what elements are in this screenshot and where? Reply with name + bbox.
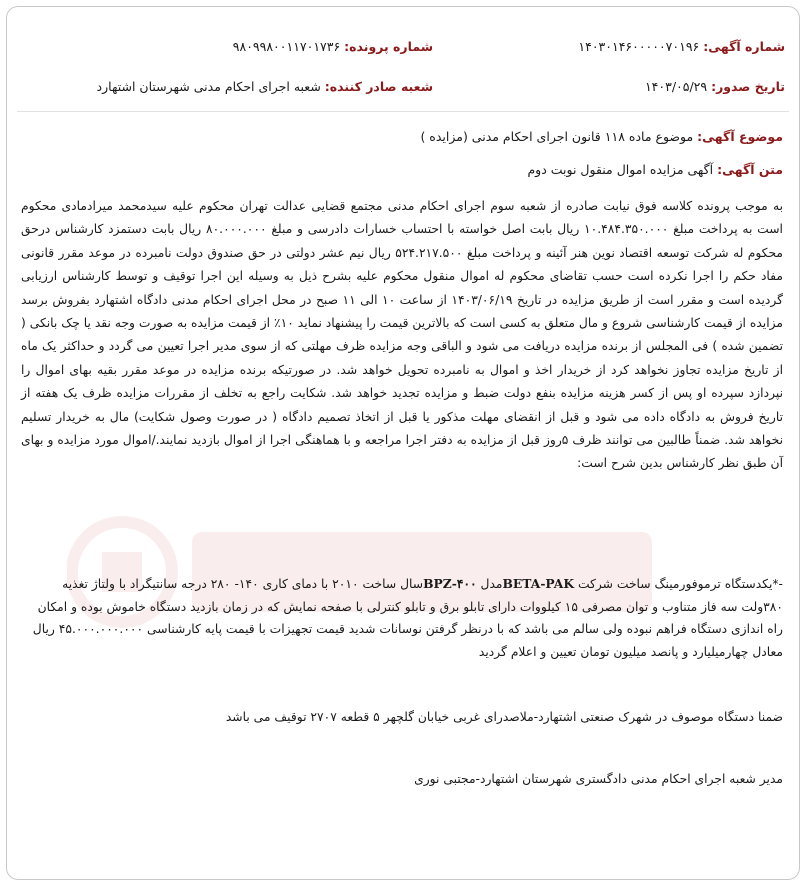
location-note: ضمنا دستگاه موصوف در شهرک صنعتی اشتهارد-ملاصدرای غربی خیابان گلچهر ۵ قطعه ۲۷۰۷ توقیف می باشد xyxy=(225,710,783,724)
ad-number-label: شماره آگهی: xyxy=(703,39,785,54)
item-model: BPZ-۴۰۰ xyxy=(423,576,477,591)
case-number-value: ۹۸۰۹۹۸۰۰۱۱۷۰۱۷۳۶ xyxy=(232,39,341,54)
ad-number xyxy=(578,39,785,54)
case-number-label: شماره پرونده: xyxy=(344,39,433,54)
subject-row xyxy=(420,129,783,144)
case-number xyxy=(233,39,433,54)
issuer xyxy=(97,79,433,94)
signature: مدیر شعبه اجرای احکام مدنی دادگستری شهرستان اشتهارد-مجتبی نوری xyxy=(414,772,783,786)
issue-date-label: تاریخ صدور: xyxy=(711,79,785,94)
subject-value: موضوع ماده ۱۱۸ قانون اجرای احکام مدنی (مزایده ) xyxy=(420,129,694,144)
ad-number-value: ۱۴۰۳۰۱۴۶۰۰۰۰۰۷۰۱۹۶ xyxy=(578,39,700,54)
issue-date-value: ۱۴۰۳/۰۵/۲۹ xyxy=(644,79,708,94)
issuer-label: شعبه صادر کننده: xyxy=(324,79,433,94)
item-model-label: مدل xyxy=(480,577,503,591)
subject-label: موضوع آگهی: xyxy=(697,129,783,144)
item-details: سال ساخت ۲۰۱۰ با دمای کاری ۱۴۰- ۲۸۰ درجه سانتیگراد با ولتاژ تغذیه ۳۸۰ولت سه فاز متناوب و توان مصرفی ۱۵ کیلووات دارای تابلو برق و تابلو کنترلی با صفحه نمایش که در زمان بازدید دستگاه خاموش بوده و امکان راه اندازی دستگاه فراهم نبوده ولی سالم می باشد که با درنظر گرفتن نوسانات شدید قیمت تجهیزات با قیمت پایه کارشناسی ۴۵.۰۰۰.۰۰۰.۰۰۰ ریال معادل چهارمیلیارد و پانصد میلیون تومان تعیین و اعلام گردید xyxy=(32,577,783,659)
auction-item xyxy=(21,573,783,663)
ad-text-row xyxy=(527,162,783,177)
issuer-value: شعبه اجرای احکام مدنی شهرستان اشتهارد xyxy=(96,79,321,94)
item-prefix: -*یکدستگاه ترموفورمینگ ساخت شرکت xyxy=(577,577,783,591)
notice-body xyxy=(21,195,783,476)
notice-body-paragraph: به موجب پرونده کلاسه فوق نیابت صادره از شعبه سوم اجرای احکام مدنی مجتمع قضایی عدالت تهران محکوم علیه سیدمحمد میرادمادی محکوم است به پرداخت مبلغ ۱۰.۴۸۴.۳۵۰.۰۰۰ ریال بابت اصل خواسته با احتساب خسارات دادرسی و مبلغ ۸۰.۰۰۰.۰۰۰ ریال بابت دستمزد کارشناس درحق محکوم له شرکت توسعه اقتصاد نوین هنر آئینه و پرداخت مبلغ ۵۲۴.۲۱۷.۵۰۰ ریال نیم عشر دولتی در حق صندوق دولت نامبرده در موعد مقرر قانونی مفاد حکم را اجرا نکرده است حسب تقاضای محکوم له اموال منقول محکوم علیه بشرح ذیل به وسیله این اجرا توقیف و توسط کارشناس ارزیابی گردیده است و مقرر است از طریق مزایده در تاریخ ۱۴۰۳/۰۶/۱۹ از ساعت ۱۰ الی ۱۱ صبح در محل اجرای احکام مدنی دادگاه اشتهارد بفروش برسد مزایده از قیمت کارشناسی شروع و مال متعلق به کسی است که بالاترین قیمت را پیشنهاد نماید ۱۰٪ از قیمت مزایده به صورت وجه نقد یا چک بانکی ( تضمین شده ) فی المجلس از برنده مزایده دریافت می شود و الباقی وجه مزایده ظرف مهلتی که از سوی مدیر اجرا تعیین می گردد و حداکثر یک ماه از تاریخ مزایده تجاوز نخواهد کرد از خریدار اخذ و اموال به نامبرده تحویل خواهد شد. در صورتیکه برنده مزایده در موعد مقرر بقیه بهای اموال را نپردازد سپرده او پس از کسر هزینه مزایده بنفع دولت ضبط و مزایده تجدید خواهد شد. شکایت راجع به تخلف از مقررات مزایده ظرف یک هفته از تاریخ فروش به دادگاه داده می شود و قبل از انقضای مهلت مذکور یا قبل از اتخاذ تصمیم دادگاه ( در صورت وصول شکایت) مال به خریدار تسلیم نخواهد شد. ضمناً طالبین می توانند ظرف ۵روز قبل از مزایده به دفتر اجرا مراجعه و با هماهنگی اجرا از اموال بازدید نمایند./اموال مورد مزایده و بهای آن طبق نظر کارشناس بدین شرح است: xyxy=(21,199,783,471)
ad-text-label: متن آگهی: xyxy=(717,162,783,177)
notice-card xyxy=(6,6,800,880)
ad-text-value: آگهی مزایده اموال منقول نوبت دوم xyxy=(527,162,714,177)
issue-date xyxy=(645,79,785,94)
item-brand: BETA-PAK xyxy=(502,576,575,591)
header-divider xyxy=(17,111,789,112)
